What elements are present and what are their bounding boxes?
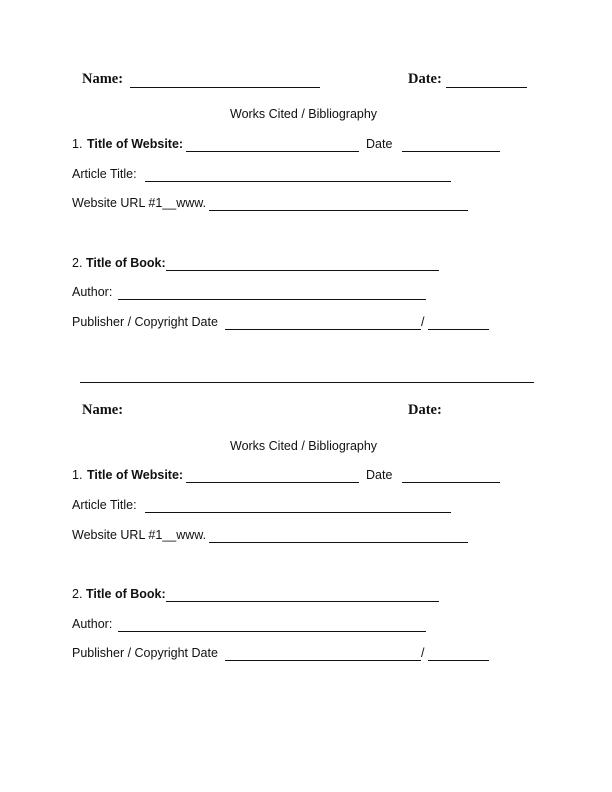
website-number: 1. <box>72 468 83 482</box>
website-url-label: Website URL #1__www. <box>72 196 207 210</box>
article-title-label: Article Title: <box>72 167 137 181</box>
website-date-field[interactable] <box>402 482 500 483</box>
article-title-label: Article Title: <box>72 498 137 512</box>
section-heading: Works Cited / Bibliography <box>230 107 378 121</box>
book-title-field[interactable] <box>166 601 439 602</box>
copyright-date-field[interactable] <box>428 660 489 661</box>
book-number: 2. <box>72 256 83 270</box>
date-label: Date: <box>408 402 442 418</box>
name-label: Name: <box>82 402 124 418</box>
copyright-date-field[interactable] <box>428 329 489 330</box>
section-divider <box>80 382 534 383</box>
name-label: Name: <box>82 71 124 87</box>
author-field[interactable] <box>118 631 426 632</box>
article-title-field[interactable] <box>145 181 451 182</box>
section-heading: Works Cited / Bibliography <box>230 439 378 453</box>
publisher-field[interactable] <box>225 660 421 661</box>
name-field[interactable] <box>130 87 320 88</box>
website-url-field[interactable] <box>209 210 468 211</box>
website-url-label: Website URL #1__www. <box>72 528 207 542</box>
date-field[interactable] <box>446 87 527 88</box>
website-title-label: Title of Website: <box>87 137 184 151</box>
publisher-label: Publisher / Copyright Date <box>72 646 218 660</box>
copyright-separator: / <box>421 646 425 660</box>
website-title-field[interactable] <box>186 151 359 152</box>
website-date-label: Date <box>366 468 393 482</box>
author-field[interactable] <box>118 299 426 300</box>
book-title-label: Title of Book: <box>86 587 166 601</box>
book-number: 2. <box>72 587 83 601</box>
book-title-label: Title of Book: <box>86 256 166 270</box>
website-url-field[interactable] <box>209 542 468 543</box>
author-label: Author: <box>72 617 113 631</box>
publisher-label: Publisher / Copyright Date <box>72 315 218 329</box>
website-date-field[interactable] <box>402 151 500 152</box>
website-title-field[interactable] <box>186 482 359 483</box>
article-title-field[interactable] <box>145 512 451 513</box>
date-label: Date: <box>408 71 442 87</box>
website-title-label: Title of Website: <box>87 468 184 482</box>
copyright-separator: / <box>421 315 425 329</box>
book-title-field[interactable] <box>166 270 439 271</box>
author-label: Author: <box>72 285 113 299</box>
website-date-label: Date <box>366 137 393 151</box>
publisher-field[interactable] <box>225 329 421 330</box>
website-number: 1. <box>72 137 83 151</box>
